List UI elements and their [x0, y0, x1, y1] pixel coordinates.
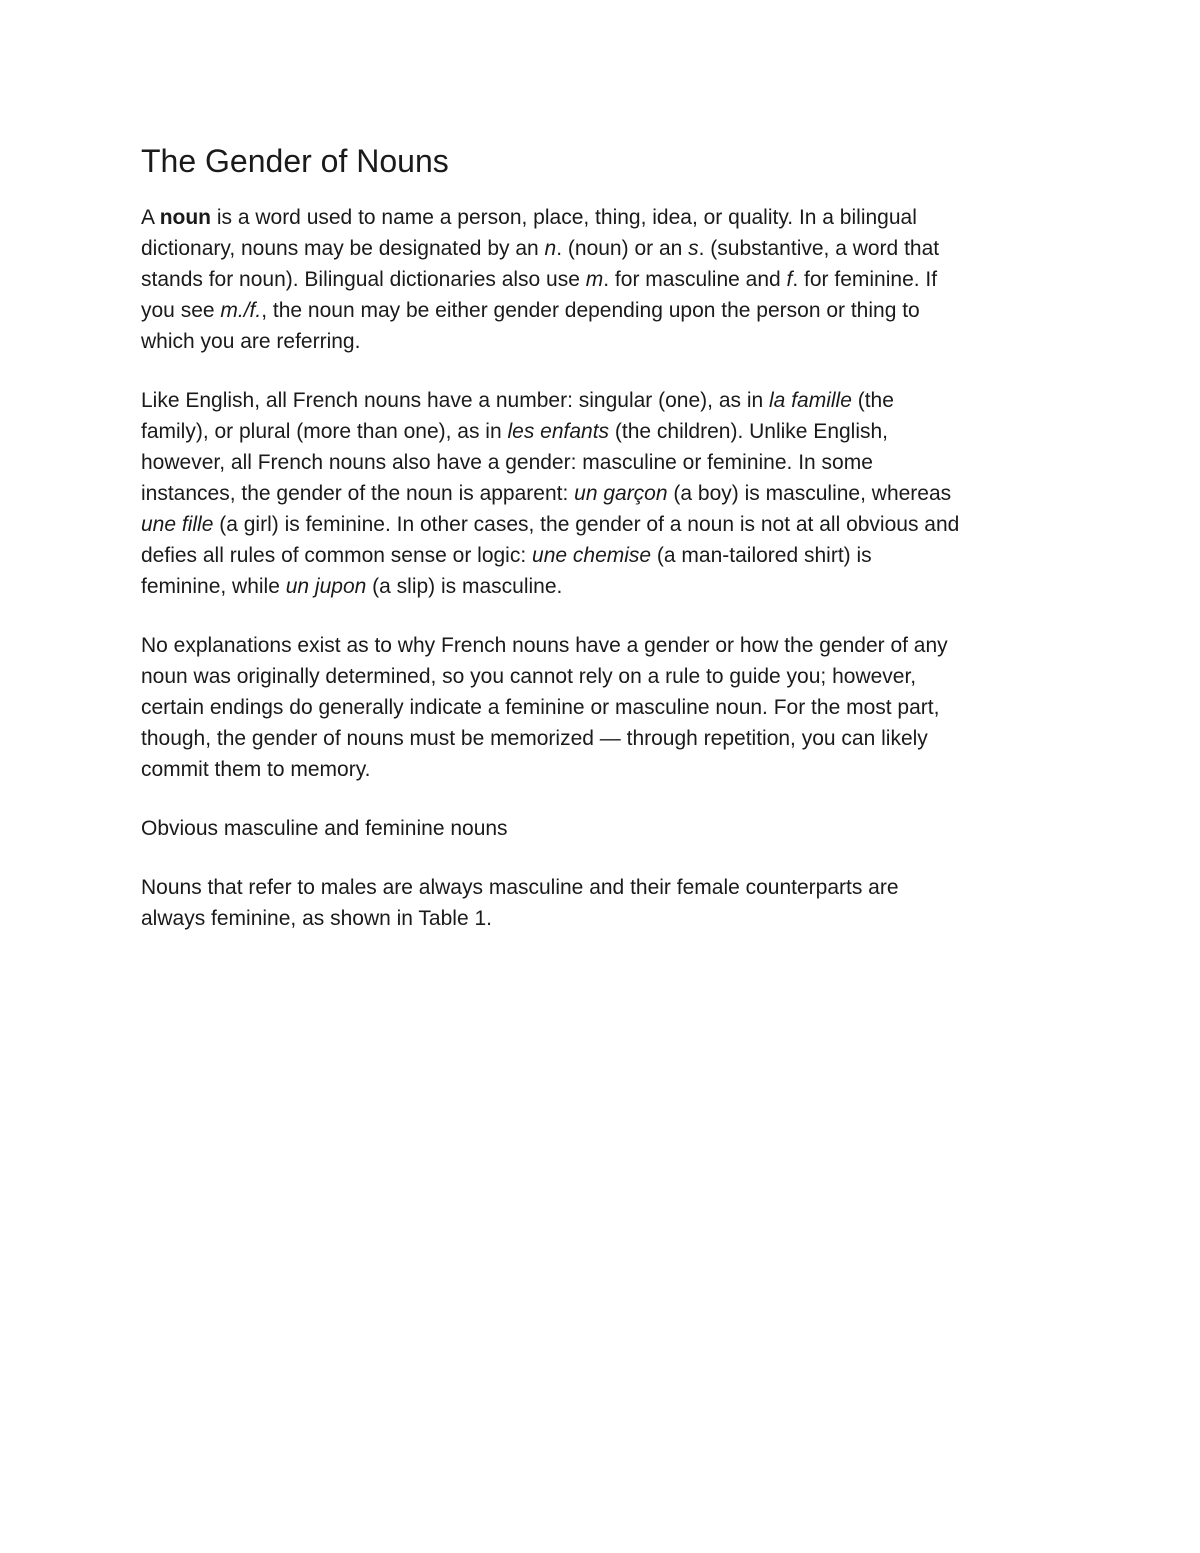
subheading-text: Obvious masculine and feminine nouns: [141, 817, 508, 840]
text-line: [141, 478, 1071, 509]
bold-term: noun: [159, 206, 211, 229]
text-line: [141, 416, 1071, 447]
document-body: [141, 138, 1071, 962]
text-run: (a girl) is feminine. In other cases, the gender of a noun is not at all obvious and: [213, 513, 960, 536]
text-line: [141, 326, 1071, 357]
text-line: [141, 540, 1071, 571]
text-line: [141, 571, 1071, 602]
text-line: [141, 447, 1071, 478]
text-run: (a slip) is masculine.: [366, 575, 563, 598]
italic-term: n: [544, 237, 557, 260]
text-run: . for feminine. If: [792, 268, 938, 291]
text-run: family), or plural (more than one), as in: [141, 420, 508, 443]
text-run: . for masculine and: [603, 268, 787, 291]
text-run: . (substantive, a word that: [698, 237, 940, 260]
paragraph-number-and-gender: [141, 385, 1071, 602]
paragraph-no-explanations: [141, 630, 1071, 785]
text-run: Like English, all French nouns have a number: singular (one), as in: [141, 389, 770, 412]
italic-term: les enfants: [507, 420, 610, 443]
text-line: [141, 872, 1071, 903]
italic-term: f: [786, 268, 793, 291]
text-run: defies all rules of common sense or logic:: [141, 544, 533, 567]
text-run: (the children). Unlike English,: [609, 420, 889, 443]
text-line: [141, 903, 1071, 934]
text-line: [141, 692, 1071, 723]
text-line: [141, 295, 1071, 326]
text-run: (a boy) is masculine, whereas: [667, 482, 952, 505]
text-run: No explanations exist as to why French nouns have a gender or how the gender of any: [141, 634, 948, 657]
italic-term: la famille: [769, 389, 852, 412]
text-line: [141, 661, 1071, 692]
text-run: (a man-tailored shirt) is: [651, 544, 872, 567]
text-run: is a word used to name a person, place, thing, idea, or quality. In a bilingual: [211, 206, 917, 229]
italic-term: s: [688, 237, 699, 260]
text-line: [141, 723, 1071, 754]
italic-term: m: [585, 268, 604, 291]
italic-term: une chemise: [532, 544, 652, 567]
paragraph-noun-definition: [141, 202, 1071, 357]
text-line: [141, 754, 1071, 785]
subheading-obvious-nouns: [141, 813, 1071, 844]
italic-term: une fille: [141, 513, 214, 536]
text-run: you see: [141, 299, 221, 322]
text-run: noun was originally determined, so you cannot rely on a rule to guide you; however,: [141, 665, 917, 688]
text-run: though, the gender of nouns must be memorized — through repetition, you can likely: [141, 727, 928, 750]
text-line: [141, 202, 1071, 233]
text-line: [141, 264, 1071, 295]
text-run: dictionary, nouns may be designated by an: [141, 237, 545, 260]
text-run: . (noun) or an: [556, 237, 689, 260]
text-run: feminine, while: [141, 575, 286, 598]
paragraph-males-females: [141, 872, 1071, 934]
document-title: The Gender of Nouns: [141, 143, 449, 179]
text-run: A: [141, 206, 160, 229]
text-run: always feminine, as shown in Table 1.: [141, 907, 492, 930]
text-run: certain endings do generally indicate a feminine or masculine noun. For the most part,: [141, 696, 940, 719]
italic-term: m./f.: [220, 299, 262, 322]
text-run: however, all French nouns also have a gender: masculine or feminine. In some: [141, 451, 873, 474]
text-run: (the: [851, 389, 894, 412]
text-run: , the noun may be either gender depending upon the person or thing to: [261, 299, 920, 322]
italic-term: un jupon: [285, 575, 367, 598]
text-run: stands for noun). Bilingual dictionaries also use: [141, 268, 586, 291]
text-line: [141, 233, 1071, 264]
text-run: which you are referring.: [141, 330, 361, 353]
text-line: [141, 385, 1071, 416]
italic-term: un garçon: [574, 482, 668, 505]
text-line: [141, 509, 1071, 540]
text-run: instances, the gender of the noun is apparent:: [141, 482, 575, 505]
text-line: [141, 630, 1071, 661]
text-run: commit them to memory.: [141, 758, 371, 781]
text-run: Nouns that refer to males are always masculine and their female counterparts are: [141, 876, 899, 899]
